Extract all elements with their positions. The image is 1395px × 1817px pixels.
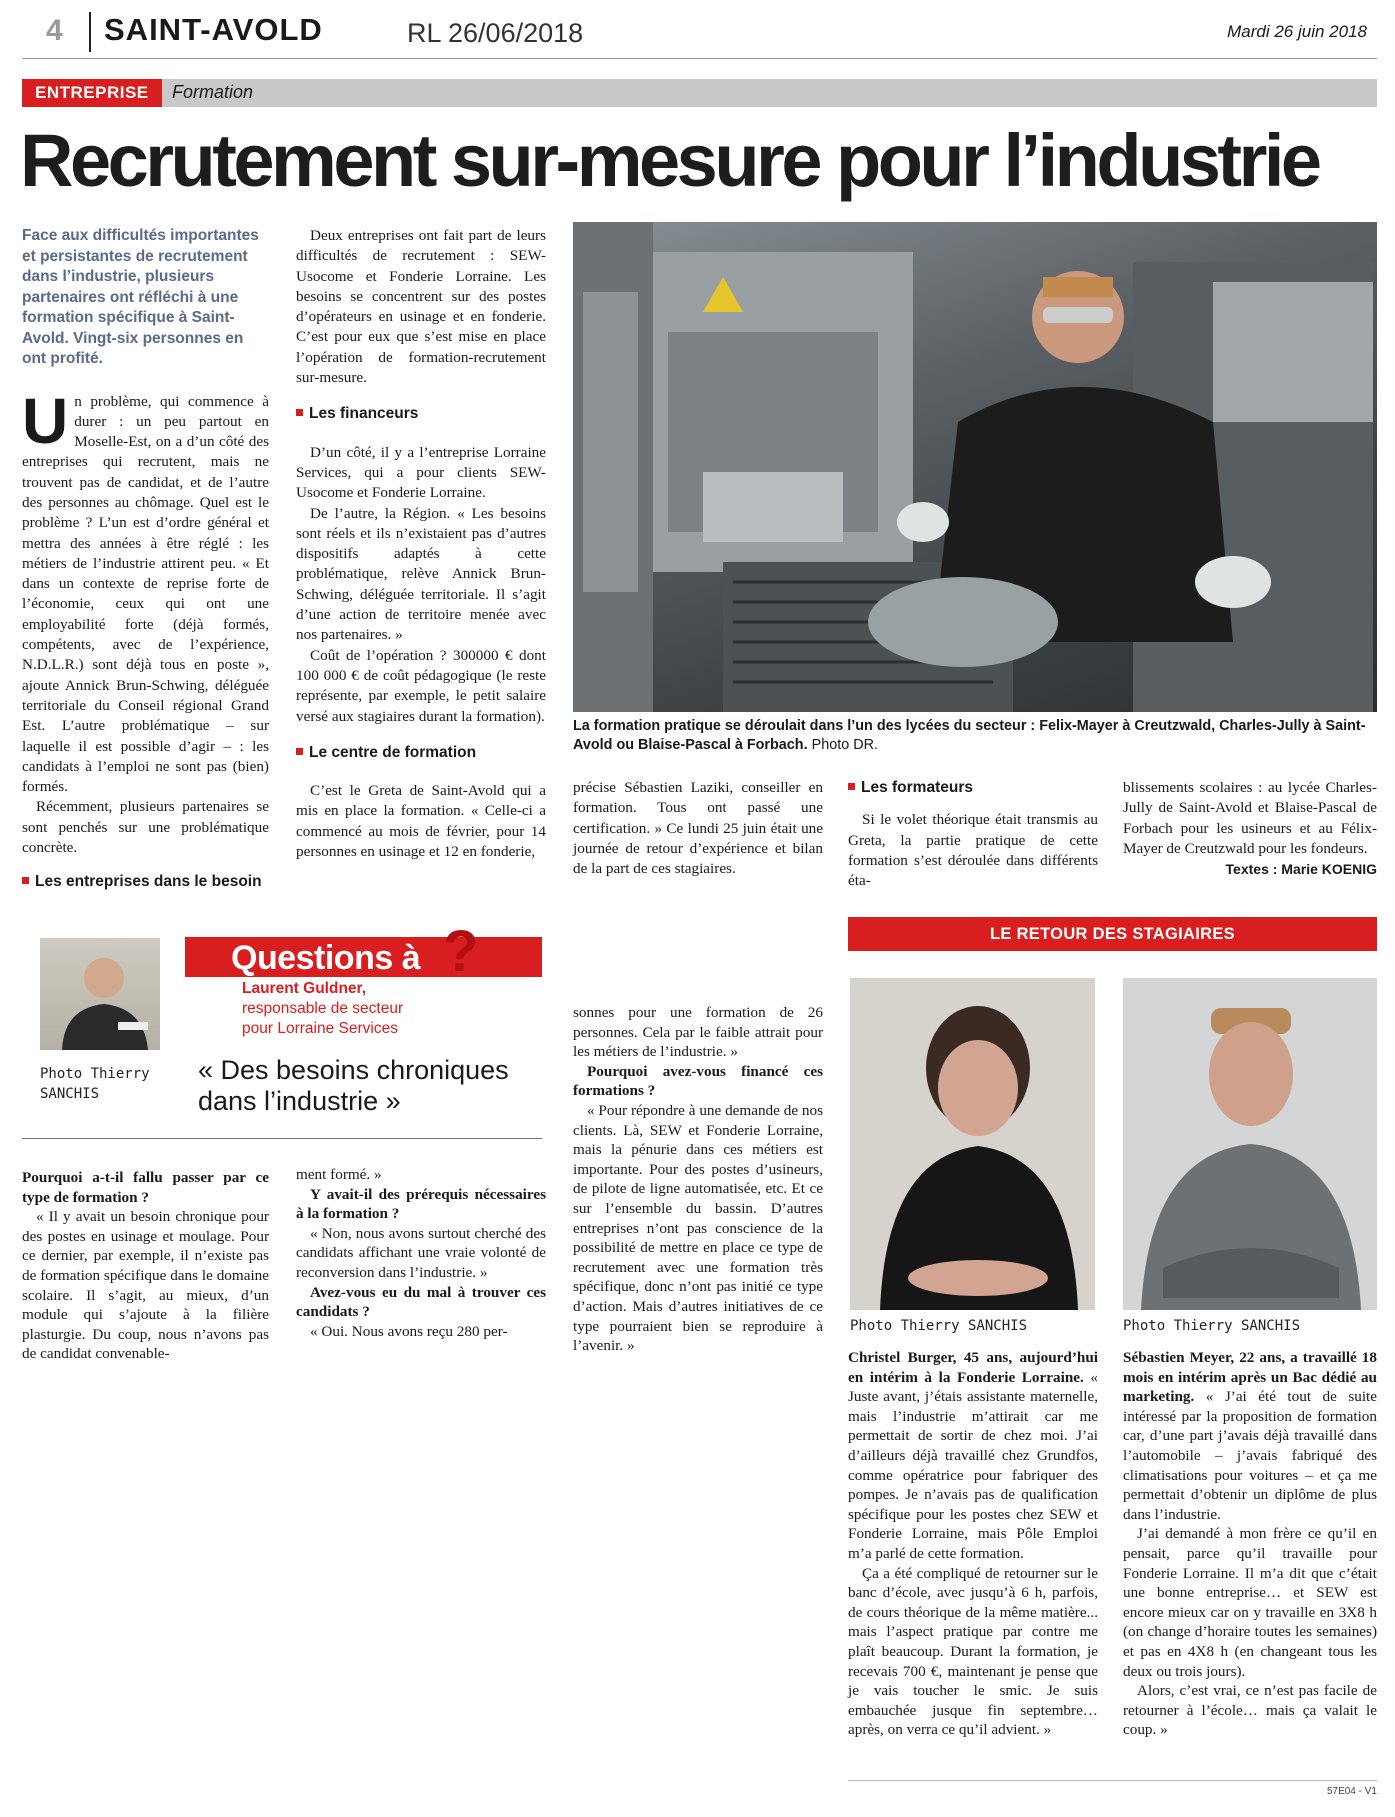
rubric-bar [22, 79, 1377, 107]
subhead-entreprises: Les entreprises dans le besoin [22, 872, 269, 892]
article-paragraph: Récemment, plusieurs partenaires se sont penchés sur une problématique concrète. [22, 798, 269, 857]
page-number: 4 [46, 14, 63, 47]
trainee-right-credit: Photo Thierry SANCHIS [1123, 1318, 1301, 1334]
byline: Textes : Marie KOENIG [1225, 861, 1377, 878]
footer-code: 57E04 - V1 [1326, 1786, 1377, 1797]
trainee-left-paragraph: Ça a été compliqué de retourner sur le banc d’école, avec jusqu’à 6 h, parfois, de cours théorique de la même matière... mais l’aspect pratique par contre me plaît beaucoup. Durant la formation, je recevais 700 €, maintenant je pense que je vais toucher le smic. Je suis embauchée jusque fin septembre… après, on verra ce qu’il advient. » [848, 1564, 1098, 1739]
trainee-photo-right [1123, 978, 1377, 1310]
trainee-right-paragraph: Sébastien Meyer, 22 ans, a travaillé 18 mois en intérim après un Bac dédié au marketing. « J’ai été tout de suite intéressé par la proposition de formation car, d’une part j’avais déjà travaillé dans l’automobile – j’avais fabriqué des climatisations pour voitures – et ça me permettait d’obtenir un diplôme de plus dans l’industrie. [1123, 1349, 1378, 1523]
interview-col-2 [296, 1165, 546, 1341]
interviewee-photo [40, 938, 160, 1050]
interviewee-photo-credit: Photo Thierry SANCHIS [40, 1066, 150, 1102]
article-col-1 [22, 226, 269, 905]
factory-scene-image [573, 222, 1377, 712]
lead-paragraph: Face aux difficultés importantes et persistantes de recrutement dans l’industrie, plusieurs partenaires ont réfléchi à une formation spécifique à Saint-Avold. Vingt-six personnes en ont profité. [22, 227, 259, 367]
page-header [22, 8, 1377, 58]
interview-quote: « Des besoins chroniques dans l’industrie » [198, 1055, 509, 1116]
rubric-category: Formation [172, 82, 254, 102]
article-paragraph: blissements scolaires : au lycée Charles-Jully de Saint-Avold et Blaise-Pascal de Forbach pour les usineurs et au Félix-Mayer de Creutzwald pour les fondeurs. [1123, 779, 1377, 857]
article-paragraph: Coût de l’opération ? 300000 € dont 100 000 € de coût pédagogique (le reste représente, par exemple, le petit salaire versé aux stagiaires durant la formation). [296, 646, 546, 725]
header-divider [89, 12, 91, 52]
edition-stamp: RL 26/06/2018 [407, 18, 584, 48]
interview-question: Avez-vous eu du mal à trouver ces candidats ? [296, 1283, 546, 1321]
article-col-4 [848, 778, 1098, 891]
section-title: SAINT-AVOLD [104, 12, 323, 47]
interview-answer: « Non, nous avons surtout cherché des candidats affichant une vraie volonté de reconversion dans l’industrie. » [296, 1224, 546, 1281]
article-col-2 [296, 226, 546, 862]
question-mark-icon: ? [443, 919, 479, 984]
questions-banner-label: Questions à [231, 939, 421, 977]
subhead-centre: Le centre de formation [296, 743, 546, 763]
trainee-left-text [848, 1348, 1098, 1740]
article-paragraph: Si le volet théorique était transmis au Greta, la partie pratique de cette formation s’est déroulée dans différents éta- [848, 811, 1098, 890]
trainees-banner: LE RETOUR DES STAGIAIRES [848, 917, 1377, 951]
article-paragraph: De l’autre, la Région. « Les besoins sont réels et ils n’existaient pas d’autres dispositifs adaptés à cette problématique, relève Annick Brun-Schwing, déléguée territoriale. Il s’agit d’une action de territoire menée avec nos partenaires. » [296, 504, 546, 644]
interview-col-1 [22, 1168, 269, 1364]
interview-question: Pourquoi a-t-il fallu passer par ce type de formation ? [22, 1169, 269, 1206]
interview-answer: « Oui. Nous avons reçu 280 per- [310, 1322, 508, 1340]
trainee-right-paragraph: Alors, c’est vrai, ce n’est pas facile de retourner à l’école… mais ça valait le coup. » [1123, 1682, 1377, 1739]
interview-answer: sonnes pour une formation de 26 personnes. Cela par le faible attrait pour les métiers de l’industrie. » [573, 1004, 823, 1061]
article-paragraph: Deux entreprises ont fait part de leurs difficultés de recrutement : SEW-Usocome et Fonderie Lorraine. Les besoins se concentrent sur des postes d’opérateurs en usinage et en fonderie. C’est pour eux que s’est mise en place l’opération de formation-recrutement sur-mesure. [296, 227, 546, 387]
questions-banner [185, 919, 542, 984]
article-col-5 [1123, 778, 1377, 879]
subhead-financeurs: Les financeurs [296, 404, 546, 424]
article-paragraph: Un problème, qui commence à durer : un peu partout en Moselle-Est, on a d’un côté des entreprises qui recrutent, mais ne trouvent pas de candidat, et de l’autre des personnes au chômage. Quel est le problème ? L’un est d’ordre général et mettra des années à être réglé : les métiers de l’industrie attirent peu. « Et dans un contexte de reprise forte de l’économie, ceux qui ont une employabilité forte (déjà formés, compétents, avec de l’expérience, N.D.L.R.) sont déjà tous en poste », ajoute Annick Brun-Schwing, déléguée territoriale du Conseil régional Grand Est. L’autre problématique – sur laquelle il est possible d’agir – : les candidats à l’emploi ne sont pas (bien) formés. [22, 384, 269, 796]
issue-date: Mardi 26 juin 2018 [1227, 22, 1367, 41]
rubric-tag: ENTREPRISE [22, 79, 162, 107]
trainee-left-credit: Photo Thierry SANCHIS [850, 1318, 1028, 1334]
interview-answer: ment formé. » [296, 1166, 382, 1183]
interview-col-3 [573, 1003, 823, 1356]
trainee-right-intro: Sébastien Meyer, 22 ans, a travaillé 18 mois en intérim après un Bac dédié au marketing. [1123, 1349, 1377, 1406]
interview-question: Y avait-il des prérequis nécessaires à la formation ? [296, 1185, 546, 1223]
main-photo [573, 222, 1377, 712]
trainee-left-intro: Christel Burger, 45 ans, aujourd’hui en intérim à la Fonderie Lorraine. [848, 1349, 1098, 1386]
interview-rule [22, 1138, 542, 1139]
portrait-image [40, 938, 160, 1050]
main-photo-caption [573, 717, 1377, 755]
interview-answer: « Il y avait un besoin chronique pour des postes en usinage et moulage. Pour ce dernier, par exemple, il n’existe pas de formation spécifique dans le domaine scolaire. Il s’agit, au mieux, d’un module qui s’ajoute à la filière plasturgie. Du coup, nous n’avons pas de candidat convenable- [22, 1208, 269, 1363]
interviewee-role-2: pour Lorraine Services [242, 1020, 398, 1037]
headline: Recrutement sur-mesure pour l’industrie [20, 119, 1319, 202]
trainee-right-paragraph: J’ai demandé à mon frère ce qu’il en pensait, parce qu’il travaille pour Fonderie Lorraine. Il m’a dit que c’était une bonne entreprise… et SEW est encore mieux car on y travaille en 3X8 h (on change d’horaire toutes les semaines) et pas en 4X8 h (en changeant tous les deux ou trois jours). [1123, 1525, 1377, 1680]
portrait-image [850, 978, 1095, 1310]
caption-text: La formation pratique se déroulait dans l’un des lycées du secteur : Felix-Mayer à Creutzwald, Charles-Jully à Saint-Avold ou Blaise-Pascal à Forbach. [573, 718, 1366, 753]
article-col-3 [573, 778, 823, 879]
portrait-image [1123, 978, 1377, 1310]
interview-question: Pourquoi avez-vous financé ces formations ? [573, 1062, 823, 1100]
trainee-photo-left [850, 978, 1095, 1310]
trainee-right-text [1123, 1348, 1377, 1740]
article-paragraph: D’un côté, il y a l’entreprise Lorraine Services, qui a pour clients SEW-Usocome et Fonderie Lorraine. [296, 443, 546, 502]
drop-cap: U [22, 384, 69, 457]
article-paragraph: C’est le Greta de Saint-Avold qui a mis en place la formation. « Celle-ci a commencé au mois de février, pour 14 personnes en usinage et 12 en fonderie, [296, 782, 546, 861]
header-rule [22, 58, 1377, 59]
subhead-formateurs: Les formateurs [848, 778, 1098, 798]
article-paragraph: précise Sébastien Laziki, conseiller en formation. Tous ont passé une certification. » Ce lundi 25 juin était une journée de retour d’expérience et bilan de la part de ces stagiaires. [573, 779, 823, 878]
interviewee-name: Laurent Guldner, [242, 980, 367, 997]
interview-answer: « Pour répondre à une demande de nos clients. Là, SEW et Fonderie Lorraine, mais la pénurie dans ces métiers est importante. Pour des postes d’usineurs, de pilote de ligne automatisée, etc. Et ce sur l’ensemble du bassin. D’autres entreprises n’ont pas conscience de la possibilité de mettre en place ce type de recrutement avec une formation très spécifique, donc n’ont pas initié ce type d’action. Mais d’autres initiatives de ce type pourraient bien se reproduire à l’avenir. » [573, 1101, 823, 1355]
footer-rule [848, 1780, 1377, 1781]
trainee-left-paragraph: Christel Burger, 45 ans, aujourd’hui en intérim à la Fonderie Lorraine. « Juste avant, j’étais assistante maternelle, mais l’industrie m’attirait car me permettait de sortir de chez moi. J’ai d’ailleurs déjà travaillé chez Grundfos, comme opératrice pour fabriquer des pompes. Je n’avais pas de qualification spécifique pour les postes chez SEW et Fonderie Lorraine, mais Pôle Emploi m’a parlé de cette formation. [848, 1349, 1098, 1562]
photo-credit: Photo DR. [811, 737, 878, 753]
interviewee-role-1: responsable de secteur [242, 1000, 404, 1017]
